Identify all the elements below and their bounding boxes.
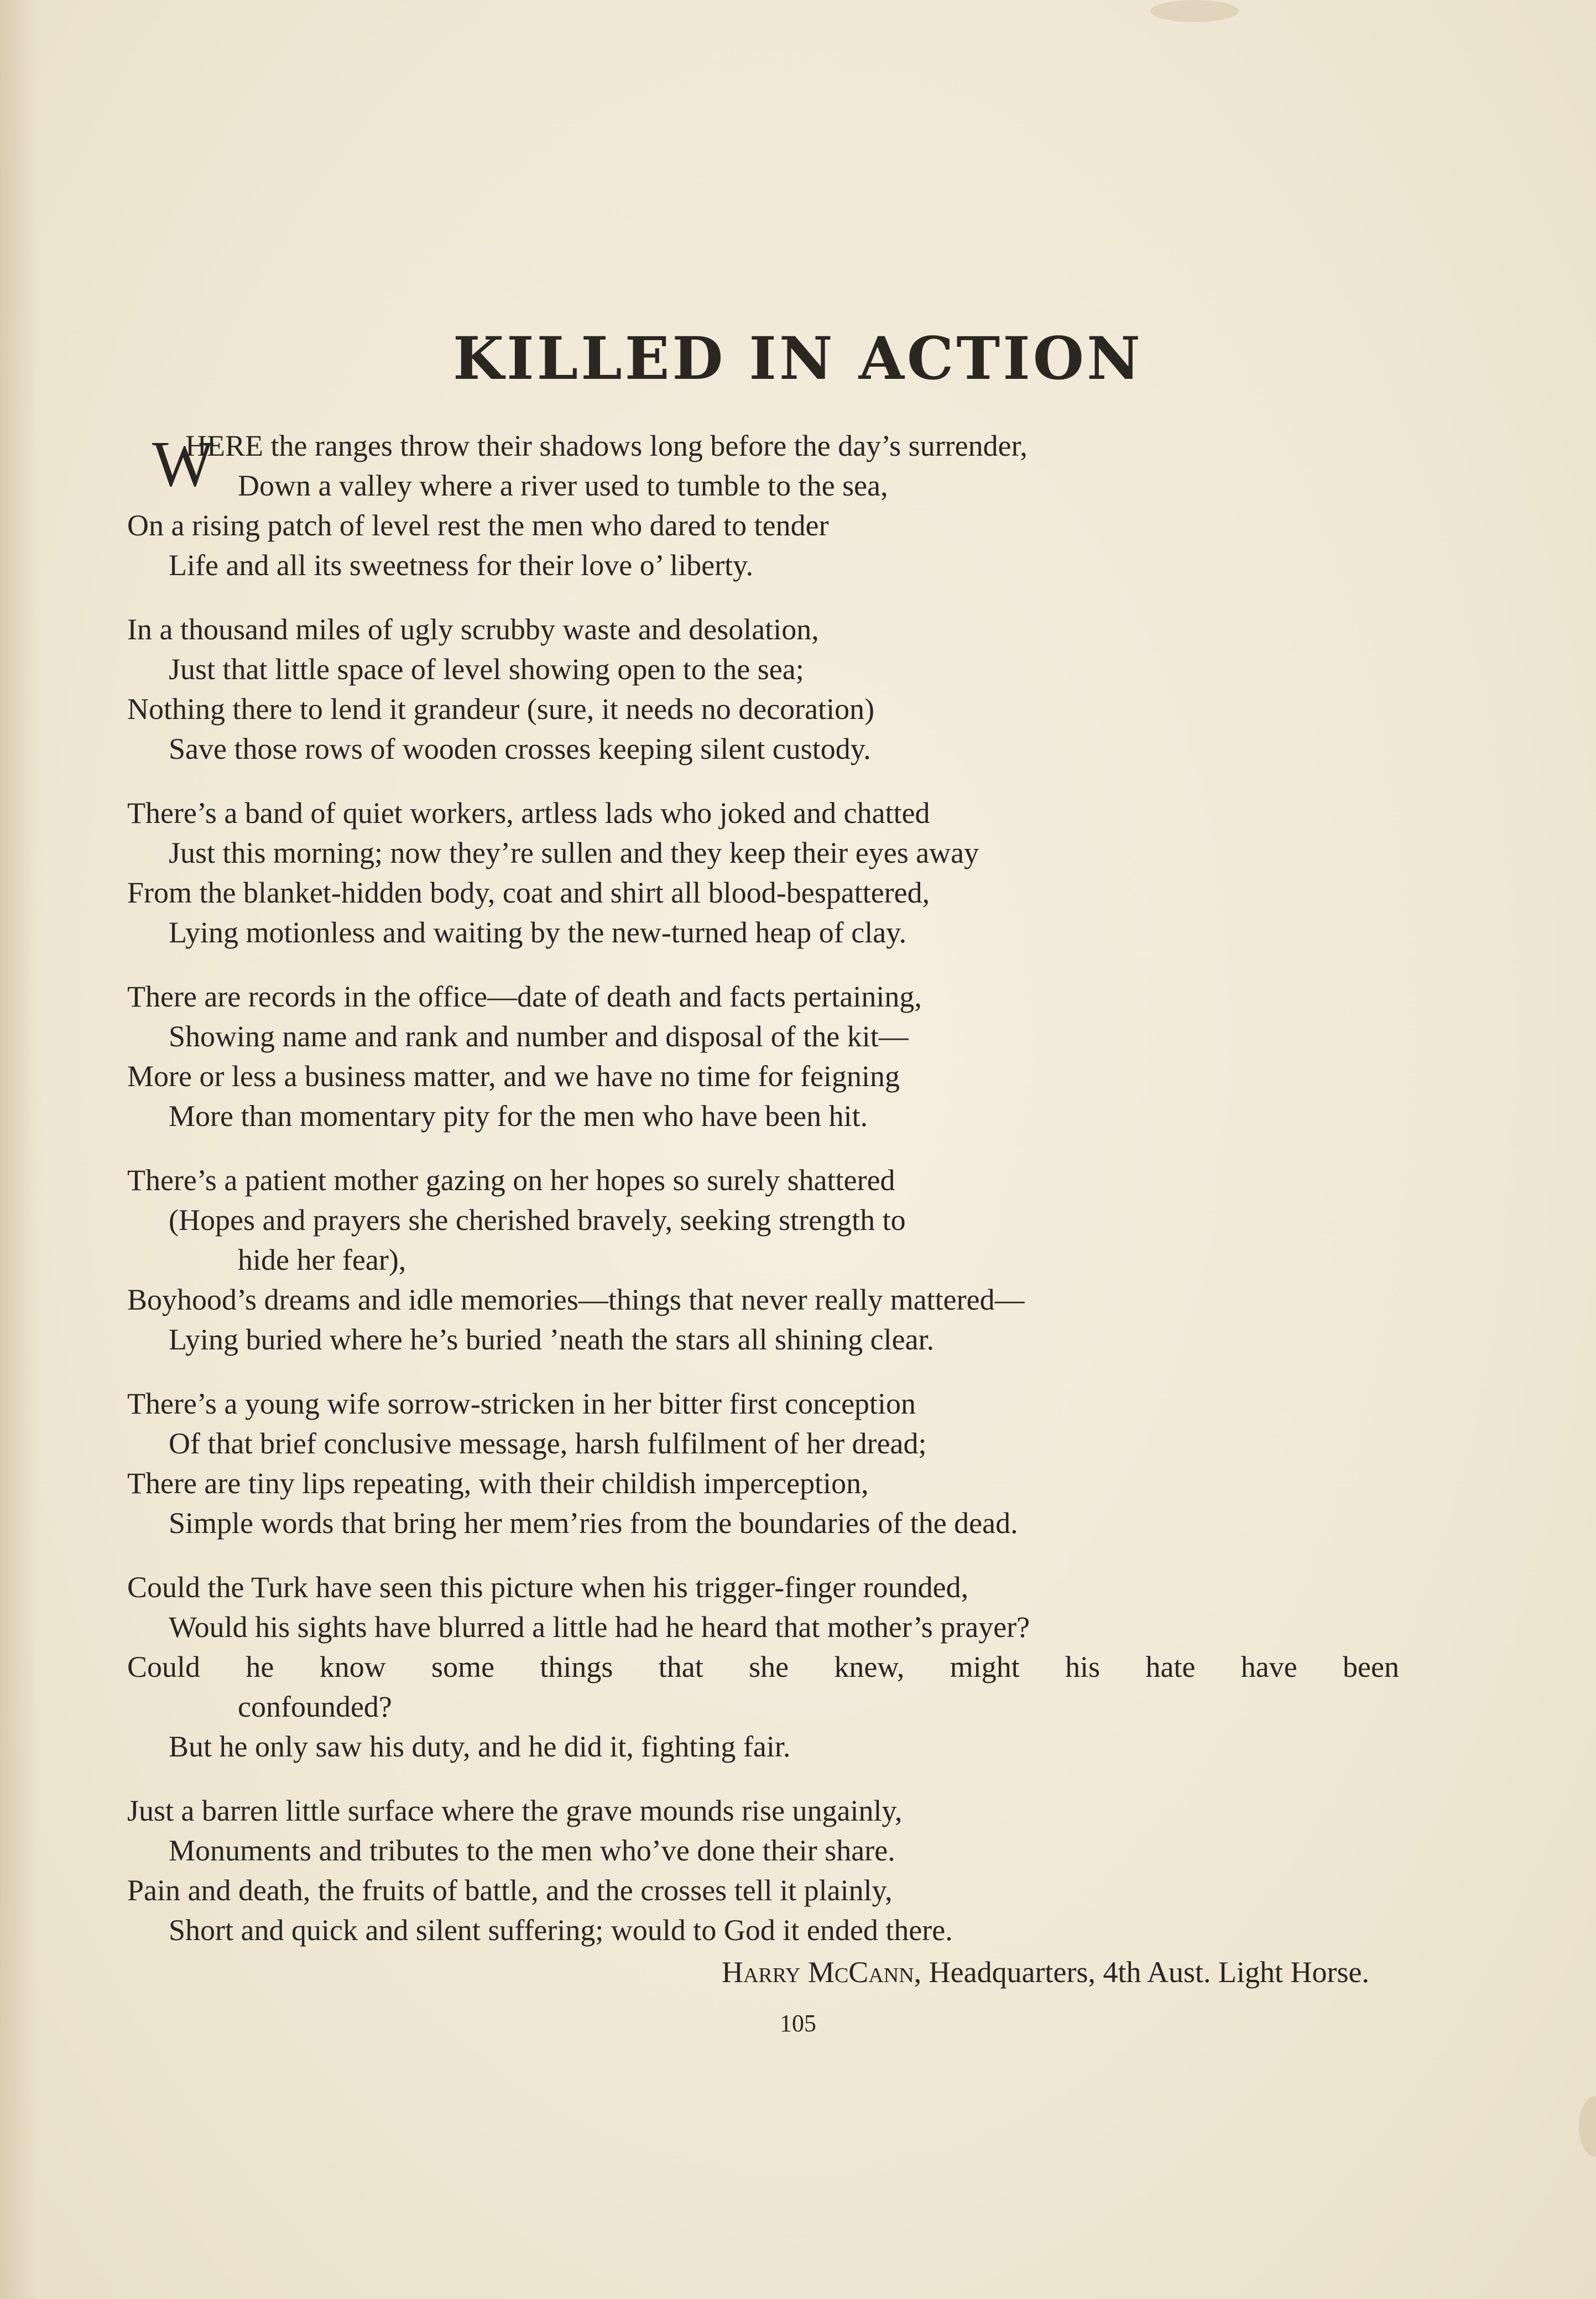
poem-line: Could the Turk have seen this picture when his trigger-finger rounded, — [127, 1571, 969, 1604]
stanza-8 — [127, 1791, 1465, 1950]
poem-line: Would his sights have blurred a little had he heard that mother’s prayer? — [169, 1610, 1030, 1644]
poem-line: Life and all its sweetness for their love o’ liberty. — [169, 549, 754, 582]
poem-line: But he only saw his duty, and he did it, fighting fair. — [169, 1730, 791, 1763]
paper-stain — [1150, 0, 1239, 22]
poem-line: More or less a business matter, and we have no time for feigning — [127, 1060, 900, 1093]
line-text: HERE the ranges throw their shadows long before the day’s surrender, — [185, 429, 1028, 462]
poem-line: Boyhood’s dreams and idle memories—things that never really mattered— — [127, 1283, 1025, 1316]
stanza-2 — [127, 609, 1465, 769]
poem-body — [127, 426, 1465, 1974]
poem-line: Monuments and tributes to the men who’ve done their share. — [169, 1834, 895, 1867]
poem-line: Of that brief conclusive message, harsh fulfilment of her dread; — [169, 1427, 927, 1460]
poem-line: There’s a patient mother gazing on her hopes so surely shattered — [127, 1164, 895, 1197]
stanza-4 — [127, 977, 1465, 1136]
poem-line: Nothing there to lend it grandeur (sure, it needs no decoration) — [127, 692, 875, 726]
poem-line: Just this morning; now they’re sullen and they keep their eyes away — [169, 836, 979, 869]
poem-line: Simple words that bring her mem’ries from the boundaries of the dead. — [169, 1506, 1018, 1540]
author-name: Harry McCann — [721, 1956, 914, 1989]
poem-line: Could he know some things that she knew, might his hate have been — [127, 1650, 1399, 1683]
poem-line: confounded? — [238, 1690, 392, 1723]
poem-line: (Hopes and prayers she cherished bravely, seeking strength to — [169, 1203, 906, 1237]
poem-line: In a thousand miles of ugly scrubby waste and desolation, — [127, 613, 819, 646]
poem-line: Save those rows of wooden crosses keeping silent custody. — [169, 732, 871, 765]
poem-line: Short and quick and silent suffering; would to God it ended there. — [169, 1914, 953, 1947]
poem-line: There’s a young wife sorrow-stricken in her bitter first conception — [127, 1387, 916, 1420]
poem-line: Just a barren little surface where the grave mounds rise ungainly, — [127, 1794, 903, 1827]
author-unit: , Headquarters, 4th Aust. Light Horse. — [914, 1956, 1369, 1989]
poem-line: Showing name and rank and number and disposal of the kit— — [169, 1020, 909, 1053]
poem-line: Lying motionless and waiting by the new-turned heap of clay. — [169, 916, 907, 949]
poem-title: KILLED IN ACTION — [452, 324, 1144, 393]
poem-line: Down a valley where a river used to tumble to the sea, — [238, 469, 888, 502]
poem-line: From the blanket-hidden body, coat and shirt all blood-bespattered, — [127, 876, 930, 909]
page-number: 105 — [780, 2010, 816, 2037]
poem-line: hide her fear), — [238, 1243, 406, 1276]
poem-line: There are tiny lips repeating, with their childish imperception, — [127, 1467, 869, 1500]
poem-line: There’s a band of quiet workers, artless lads who joked and chatted — [127, 796, 930, 830]
poem-line: Just that little space of level showing open to the sea; — [169, 653, 804, 686]
drop-cap: W — [152, 428, 214, 500]
paper-stain — [1579, 2096, 1596, 2157]
stanza-5 — [127, 1160, 1465, 1359]
poem-line: Pain and death, the fruits of battle, and the crosses tell it plainly, — [127, 1874, 893, 1907]
attribution — [722, 1955, 1369, 1989]
poem-line: Lying buried where he’s buried ’neath the stars all shining clear. — [169, 1323, 935, 1356]
stanza-6 — [127, 1384, 1465, 1543]
stanza-3 — [127, 793, 1465, 952]
stanza-7 — [127, 1567, 1465, 1766]
poem-line: On a rising patch of level rest the men who dared to tender — [127, 509, 829, 542]
poem-line: More than momentary pity for the men who have been hit. — [169, 1099, 868, 1133]
poem-line: There are records in the office—date of death and facts pertaining, — [127, 980, 922, 1013]
stanza-1 — [127, 426, 1465, 585]
